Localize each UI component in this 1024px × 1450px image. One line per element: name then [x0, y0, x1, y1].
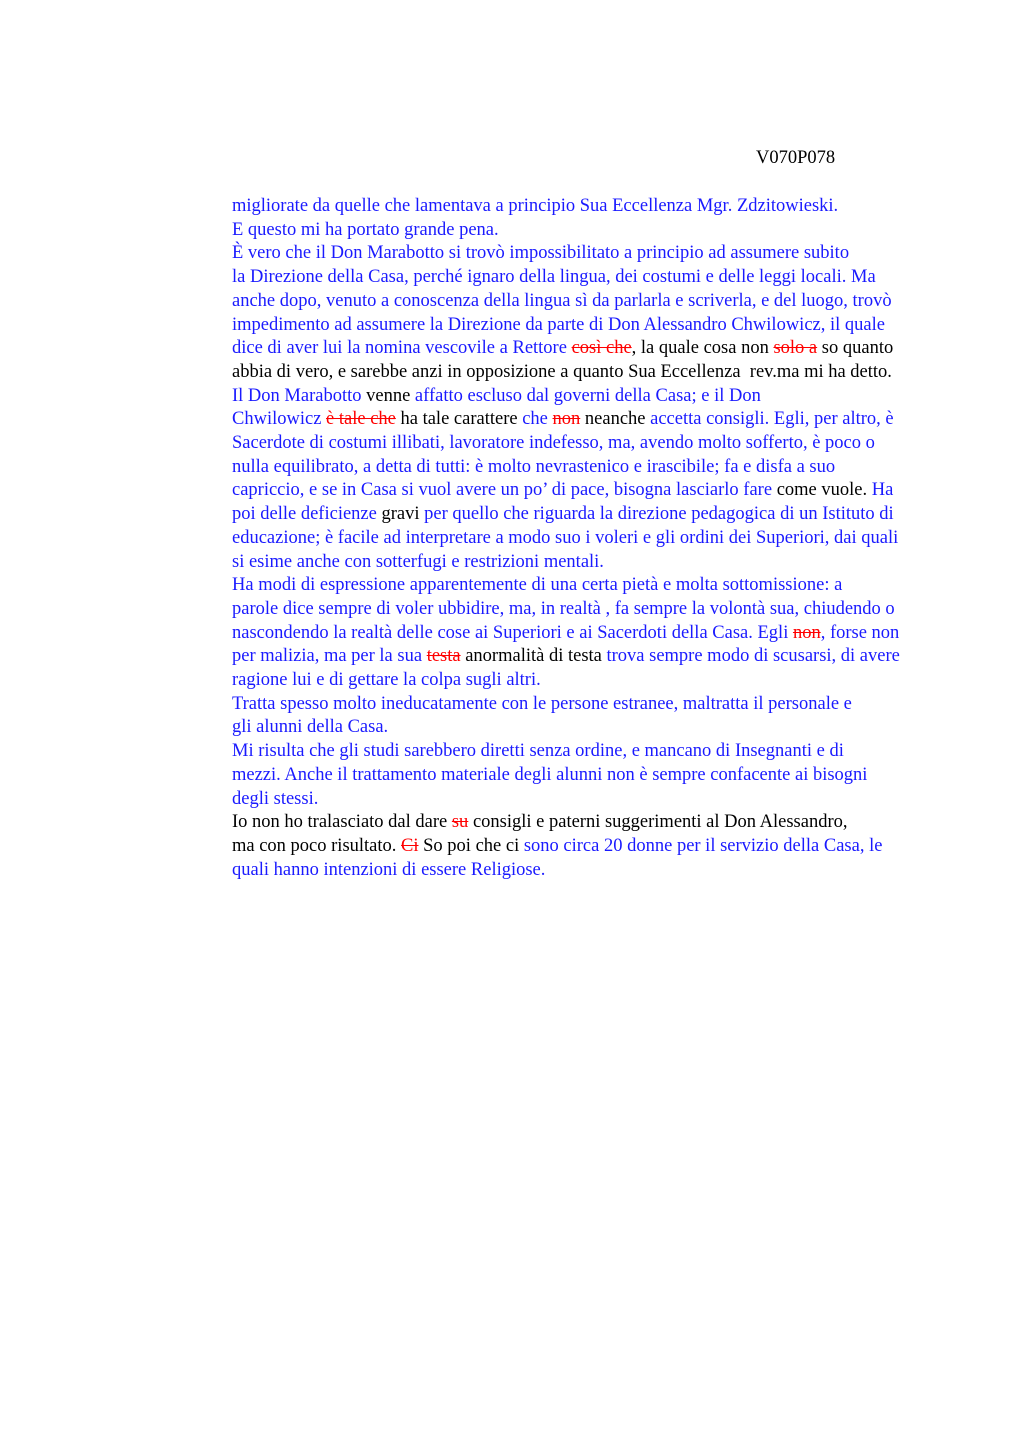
added-text: So poi che ci	[418, 835, 524, 856]
text-run: poi delle deficienze	[232, 504, 382, 525]
text-run: , forse non	[820, 622, 900, 643]
paragraph	[171, 693, 929, 740]
added-text: , la quale cosa non	[631, 338, 774, 359]
text-line	[171, 195, 929, 219]
paragraph	[171, 574, 929, 693]
text-run: E questo mi ha portato grande pena.	[232, 219, 499, 240]
text-line	[171, 361, 929, 385]
text-line	[171, 266, 929, 290]
text-line	[171, 527, 929, 551]
text-run: la Direzione della Casa, perché ignaro della lingua, dei costumi e delle leggi locali. Ma	[232, 267, 876, 288]
letter-body	[171, 195, 929, 882]
text-run: Il Don Marabotto	[232, 385, 367, 406]
text-run: educazione; è facile ad interpretare a modo suo i voleri e gli ordini dei Superiori, dai quali	[232, 527, 899, 548]
page-code: V070P078	[756, 148, 836, 168]
deleted-text: testa	[426, 646, 461, 667]
text-run: Ha modi di espressione apparentemente di una certa pietà e molta sottomissione: a	[232, 575, 843, 596]
deleted-text: così che	[571, 338, 632, 359]
text-run: capriccio, e se in Casa si vuol avere un po’ di pace, bisogna lasciarlo fare	[232, 480, 777, 501]
deleted-text: è tale che	[326, 409, 396, 430]
text-line	[171, 693, 929, 717]
added-text: gravi	[381, 504, 425, 525]
text-run: degli stessi.	[232, 788, 319, 809]
added-text: come vuole.	[776, 480, 868, 501]
text-run: quali hanno intenzioni di essere Religiose.	[232, 859, 546, 880]
deleted-text: non	[792, 622, 821, 643]
text-run: Ha	[867, 480, 894, 501]
text-line	[171, 716, 929, 740]
text-line	[171, 432, 929, 456]
text-line	[171, 314, 929, 338]
text-run: trova sempre modo di scusarsi, di avere	[606, 646, 900, 667]
text-run: parole dice sempre di voler ubbidire, ma, in realtà , fa sempre la volontà sua, chiudendo o	[232, 598, 895, 619]
text-line	[171, 788, 929, 812]
deleted-text: solo a	[773, 338, 818, 359]
deleted-text: su	[451, 812, 469, 833]
text-run: È vero che il Don Marabotto si trovò impossibilitato a principio ad assumere subito	[232, 243, 850, 264]
paragraph	[171, 811, 929, 882]
text-run: dice di aver lui la nomina vescovile a Rettore	[232, 338, 572, 359]
deleted-text: non	[552, 409, 581, 430]
text-line	[171, 503, 929, 527]
text-line	[171, 219, 929, 243]
added-text: neanche	[580, 409, 651, 430]
text-line	[171, 290, 929, 314]
added-text: ha tale carattere	[395, 409, 523, 430]
text-line	[171, 551, 929, 575]
added-text: anormalità di testa	[460, 646, 607, 667]
text-run: per quello che riguarda la direzione pedagogica di un Istituto di	[424, 504, 894, 525]
deleted-text: Ci	[401, 835, 419, 856]
text-line	[171, 859, 929, 883]
text-run: sono circa 20 donne per il servizio della Casa, le	[523, 835, 883, 856]
added-text: consigli e paterni suggerimenti al Don Alessandro,	[468, 812, 848, 833]
text-line	[171, 622, 929, 646]
paragraph	[171, 195, 929, 242]
paragraph	[171, 740, 929, 811]
text-line	[171, 385, 929, 409]
text-run: mezzi. Anche il trattamento materiale degli alunni non è sempre confacente ai bisogni	[232, 764, 868, 785]
text-line	[171, 598, 929, 622]
text-line	[171, 574, 929, 598]
text-line	[171, 456, 929, 480]
text-run: per malizia, ma per la sua	[232, 646, 427, 667]
text-line	[171, 645, 929, 669]
added-text: ma con poco risultato.	[232, 835, 402, 856]
text-line	[171, 764, 929, 788]
added-text: venne	[366, 385, 415, 406]
text-line	[171, 242, 929, 266]
text-run: nascondendo la realtà delle cose ai Superiori e ai Sacerdoti della Casa. Egli	[232, 622, 793, 643]
text-run: impedimento ad assumere la Direzione da parte di Don Alessandro Chwilowicz, il quale	[232, 314, 885, 335]
text-run: anche dopo, venuto a conoscenza della lingua sì da parlarla e scriverla, e del luogo, trovò	[232, 290, 892, 311]
paragraph	[171, 242, 929, 384]
text-line	[171, 408, 929, 432]
text-run: Tratta spesso molto ineducatamente con le persone estranee, maltratta il personale e	[232, 693, 852, 714]
text-line	[171, 740, 929, 764]
text-run: Sacerdote di costumi illibati, lavoratore indefesso, ma, avendo molto sofferto, è poco o	[232, 433, 875, 454]
text-line	[171, 669, 929, 693]
paragraph	[171, 385, 929, 575]
text-line	[171, 479, 929, 503]
text-line	[171, 835, 929, 859]
added-text: Io non ho tralasciato dal dare	[232, 812, 452, 833]
text-run: nulla equilibrato, a detta di tutti: è molto nevrastenico e irascibile; fa e disfa a suo	[232, 456, 836, 477]
text-run: gli alunni della Casa.	[232, 717, 389, 738]
text-run: migliorate da quelle che lamentava a principio Sua Eccellenza Mgr. Zdzitowieski.	[232, 196, 839, 216]
added-text: so quanto	[817, 338, 894, 359]
text-run: Chwilowicz	[232, 409, 327, 430]
text-run: che	[522, 409, 553, 430]
text-run: Mi risulta che gli studi sarebbero diretti senza ordine, e mancano di Insegnanti e di	[232, 741, 844, 762]
text-run: accetta consigli. Egli, per altro, è	[650, 409, 894, 430]
text-run: si esime anche con sotterfugi e restrizioni mentali.	[232, 551, 604, 572]
text-run: ragione lui e di gettare la colpa sugli altri.	[232, 670, 541, 691]
text-line	[171, 337, 929, 361]
text-run: affatto escluso dal governi della Casa; e il Don	[414, 385, 761, 406]
text-line	[171, 811, 929, 835]
added-text: abbia di vero, e sarebbe anzi in opposizione a quanto Sua Eccellenza rev.ma mi ha detto.	[232, 361, 892, 382]
